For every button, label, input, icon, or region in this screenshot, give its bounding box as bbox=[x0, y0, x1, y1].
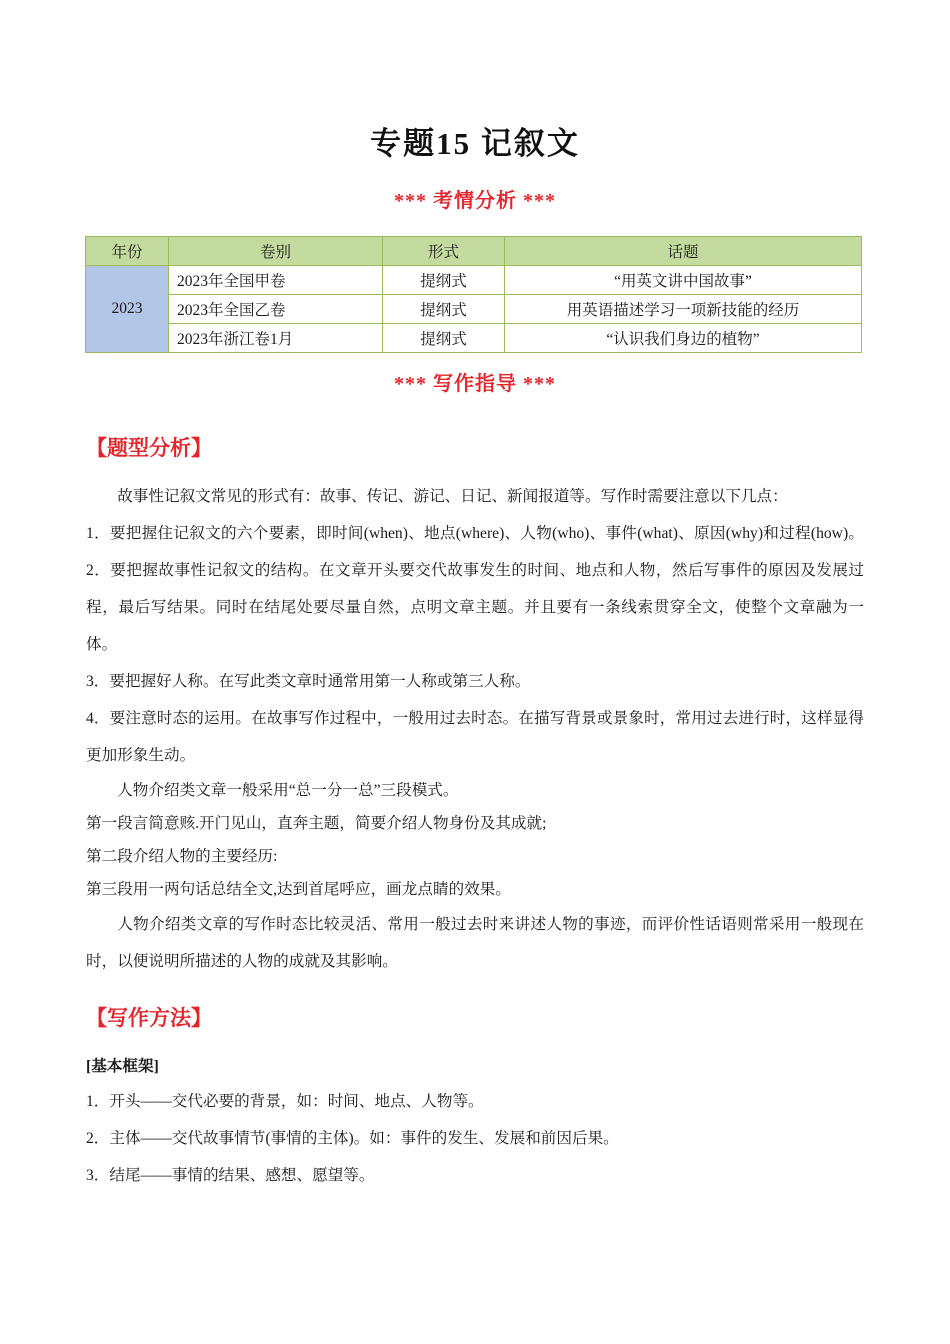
form-cell: 提纲式 bbox=[383, 295, 505, 324]
paper-cell: 2023年全国乙卷 bbox=[169, 295, 383, 324]
topic-cell: “认识我们身边的植物” bbox=[505, 324, 862, 353]
analysis-paragraph: 1．要把握住记叙文的六个要素，即时间(when)、地点(where)、人物(who)、事件(what)、原因(why)和过程(how)。2．要把握故事性记叙文的结构。在文章开头要交代故事发生的时间、地点和人物，然后写事件的原因及发展过程，最后写结果。同时在结尾处要尽量自然，点明文章主题。并且要有一条线索贯穿全文，使整个文章融为一体。 bbox=[86, 525, 864, 653]
method-heading: 【写作方法】 bbox=[86, 1006, 212, 1030]
analysis-paragraph: 人物介绍类文章的写作时态比较灵活、常用一般过去时来讲述人物的事迹，而评价性话语则常采用一般现在时，以便说明所描述的人物的成就及其影响。 bbox=[86, 916, 864, 970]
header-form: 形式 bbox=[383, 237, 505, 266]
table-row bbox=[86, 295, 862, 324]
framework-subheading: [基本框架] bbox=[86, 1058, 159, 1075]
exam-analysis-section-title: *** 考情分析 *** bbox=[394, 190, 556, 212]
analysis-paragraph: 3．要把握好人称。在写此类文章时通常用第一人称或第三人称。 bbox=[86, 673, 531, 690]
framework-item: 2．主体——交代故事情节(事情的主体)。如：事件的发生、发展和前因后果。 bbox=[86, 1130, 619, 1147]
analysis-paragraph: 第二段介绍人物的主要经历: bbox=[86, 848, 278, 865]
topic-cell: “用英文讲中国故事” bbox=[505, 266, 862, 295]
analysis-heading: 【题型分析】 bbox=[86, 436, 212, 460]
table-row bbox=[86, 324, 862, 353]
header-paper: 卷别 bbox=[169, 237, 383, 266]
analysis-paragraph: 第一段言简意赅.开门见山，直奔主题，简要介绍人物身份及其成就; bbox=[86, 815, 547, 832]
analysis-paragraph: 第三段用一两句话总结全文,达到首尾呼应，画龙点睛的效果。 bbox=[86, 881, 511, 898]
analysis-body bbox=[86, 478, 864, 980]
page-title: 专题15 记叙文 bbox=[370, 126, 580, 161]
paper-cell: 2023年浙江卷1月 bbox=[169, 324, 383, 353]
header-year: 年份 bbox=[86, 237, 169, 266]
topic-cell: 用英语描述学习一项新技能的经历 bbox=[505, 295, 862, 324]
analysis-paragraph: 故事性记叙文常见的形式有：故事、传记、游记、日记、新闻报道等。写作时需要注意以下几点： bbox=[117, 488, 788, 505]
framework-item: 1．开头——交代必要的背景，如：时间、地点、人物等。 bbox=[86, 1093, 484, 1110]
method-body bbox=[86, 1050, 864, 1194]
form-cell: 提纲式 bbox=[383, 324, 505, 353]
framework-item: 3．结尾——事情的结果、感想、愿望等。 bbox=[86, 1167, 375, 1184]
analysis-paragraph: 4．要注意时态的运用。在故事写作过程中，一般用过去时态。在描写背景或景象时，常用过去进行时，这样显得更加形象生动。 bbox=[86, 710, 864, 764]
exam-table bbox=[85, 236, 862, 353]
writing-guide-section-title: *** 写作指导 *** bbox=[394, 373, 556, 395]
header-topic: 话题 bbox=[505, 237, 862, 266]
analysis-paragraph: 人物介绍类文章一般采用“总一分一总”三段模式。 bbox=[117, 782, 459, 799]
year-cell: 2023 bbox=[86, 266, 169, 353]
table-row bbox=[86, 266, 862, 295]
paper-cell: 2023年全国甲卷 bbox=[169, 266, 383, 295]
table-header-row bbox=[86, 237, 862, 266]
form-cell: 提纲式 bbox=[383, 266, 505, 295]
